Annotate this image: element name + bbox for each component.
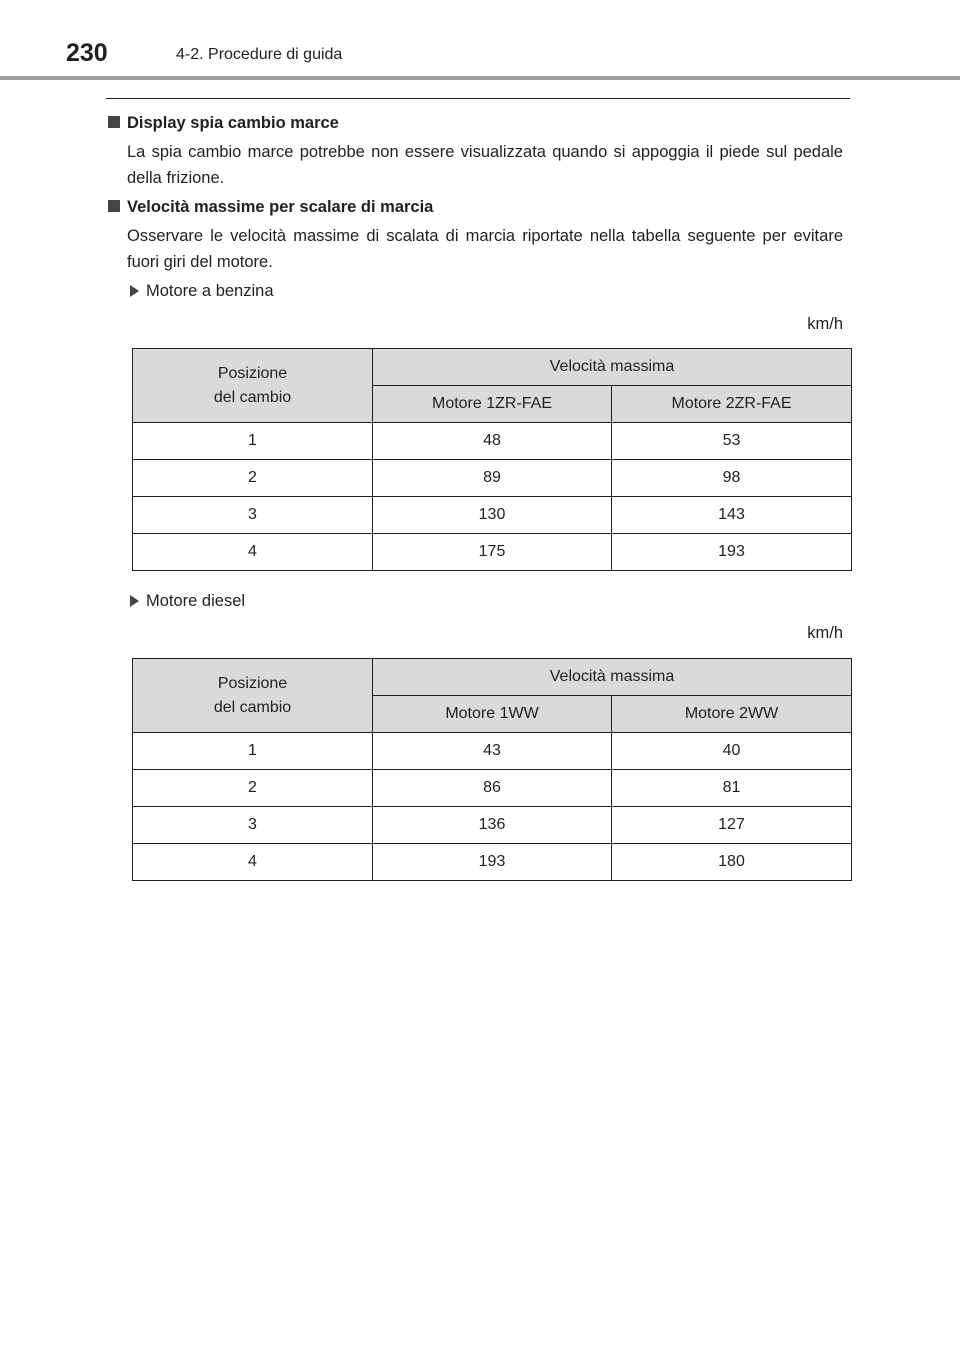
diesel-speed-table: [132, 658, 852, 881]
header-engine: Motore 1ZR-FAE: [373, 386, 612, 423]
table-cell: 193: [612, 534, 852, 571]
table-cell: 3: [133, 807, 373, 844]
header-engine: Motore 2WW: [612, 696, 852, 733]
unit-label: km/h: [807, 315, 843, 333]
heading-text: Velocità massime per scalare di marcia: [127, 198, 434, 216]
page-header: [0, 0, 960, 80]
table-cell: 175: [373, 534, 612, 571]
header-line: Posizione: [217, 674, 288, 692]
table-row: [133, 497, 852, 534]
table-cell: 193: [373, 844, 612, 881]
table-row: [133, 460, 852, 497]
triangle-arrow-icon: [130, 285, 139, 297]
table-row: [133, 807, 852, 844]
table-cell: 81: [612, 770, 852, 807]
header-engine: Motore 1WW: [373, 696, 612, 733]
paragraph-shift-indicator: La spia cambio marce potrebbe non essere visualizzata quando si appoggia il piede sul pedale della frizione.: [127, 143, 843, 187]
subheading-diesel: [130, 590, 245, 612]
heading-max-speeds: [108, 196, 433, 218]
subheading-text: Motore diesel: [146, 592, 246, 610]
table-cell: 3: [133, 497, 373, 534]
table-cell: 43: [373, 733, 612, 770]
table-cell: 98: [612, 460, 852, 497]
header-gear-position: [133, 349, 373, 423]
table-cell: 127: [612, 807, 852, 844]
table-cell: 130: [373, 497, 612, 534]
table-cell: 53: [612, 423, 852, 460]
table-cell: 180: [612, 844, 852, 881]
subheading-text: Motore a benzina: [146, 282, 274, 300]
square-bullet-icon: [108, 200, 120, 212]
petrol-speed-table: [132, 348, 852, 571]
header-gear-position: [133, 659, 373, 733]
table-cell: 1: [133, 423, 373, 460]
table-row: [133, 733, 852, 770]
table-cell: 89: [373, 460, 612, 497]
triangle-arrow-icon: [130, 595, 139, 607]
content-top-rule: [106, 98, 850, 99]
header-max-speed: Velocità massima: [373, 349, 852, 386]
header-engine: Motore 2ZR-FAE: [612, 386, 852, 423]
heading-text: Display spia cambio marce: [127, 114, 339, 132]
table-cell: 2: [133, 770, 373, 807]
unit-label: km/h: [807, 624, 843, 642]
square-bullet-icon: [108, 116, 120, 128]
header-line: del cambio: [213, 698, 292, 716]
header-line: del cambio: [213, 388, 292, 406]
table-cell: 4: [133, 534, 373, 571]
table-cell: 2: [133, 460, 373, 497]
table-cell: 143: [612, 497, 852, 534]
table-row: [133, 423, 852, 460]
section-title: 4-2. Procedure di guida: [176, 46, 343, 63]
table-cell: 40: [612, 733, 852, 770]
table-cell: 86: [373, 770, 612, 807]
table-cell: 4: [133, 844, 373, 881]
table-row: [133, 534, 852, 571]
header-max-speed: Velocità massima: [373, 659, 852, 696]
heading-shift-indicator: [108, 112, 339, 134]
header-divider: [0, 76, 960, 80]
page-number: 230: [66, 39, 108, 67]
table-row: [133, 770, 852, 807]
table-cell: 1: [133, 733, 373, 770]
table-cell: 136: [373, 807, 612, 844]
subheading-petrol: [130, 280, 274, 302]
table-cell: 48: [373, 423, 612, 460]
header-line: Posizione: [217, 364, 288, 382]
table-row: [133, 844, 852, 881]
paragraph-max-speeds: Osservare le velocità massime di scalata di marcia riportate nella tabella seguente per evitare fuori giri del motore.: [127, 227, 843, 271]
